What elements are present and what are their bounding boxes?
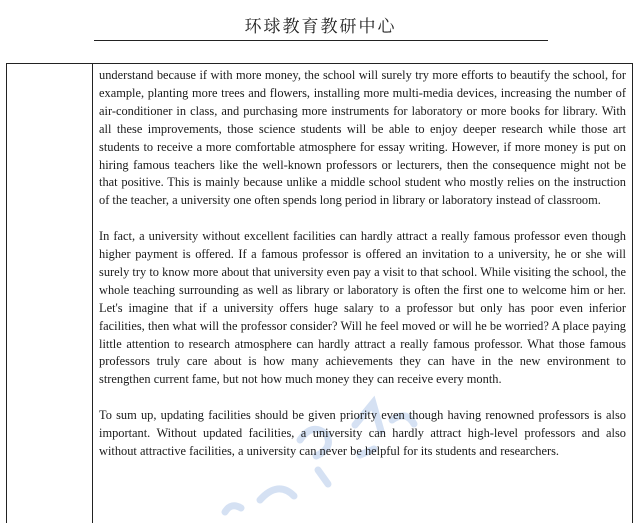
- essay-body: [99, 67, 626, 461]
- page-header-title: 环球教育教研中心: [244, 17, 397, 37]
- header-rule: [94, 40, 548, 41]
- essay-paragraph-2: In fact, a university without excellent facilities can hardly attract a really famous professor even though higher payment is offered. If a famous professor is offered an invitation to a university, he or she will surely try to know more about that university even pay a visit to that school. While visiting the school, the whole teaching surrounding as well as library or laboratory is often the first one to welcome him or her. Let's imagine that if a university offers huge salary to a professor but only has poor even inferior facilities, then what will the professor consider? Will he feel moved or will he be worried? A place paying little attention to research atmosphere can hardly attract a really famous professor. What those famous professors truly care about is how many achievements they can have in the new environment to strengthen current fame, but not how much money they can receive every month.: [99, 229, 626, 387]
- table-column-divider: [92, 63, 93, 523]
- essay-paragraph-3: To sum up, updating facilities should be given priority even though having renowned professors is also important. Without updated facilities, a university can hardly attract high-level professors and also without attractive facilities, a university can never be helpful for its students and researchers.: [99, 408, 626, 458]
- essay-paragraph-1: understand because if with more money, the school will surely try more efforts to beautify the school, for example, planting more trees and flowers, installing more multi-media devices, increasing the number of air-conditioner in class, and purchasing more instruments for laboratory or more books for library. With all these improvements, those science students will be able to enjoy deeper research while those art students to receive a more comfortable atmosphere for essay writing. However, if more money is put on hiring famous teachers like the well-known professors or lecturers, then the consequence might not be that positive. This is mainly because unlike a middle school student who mostly relies on the instruction of the teacher, a university one often spends long period in library or laboratory instead of classroom.: [99, 68, 626, 208]
